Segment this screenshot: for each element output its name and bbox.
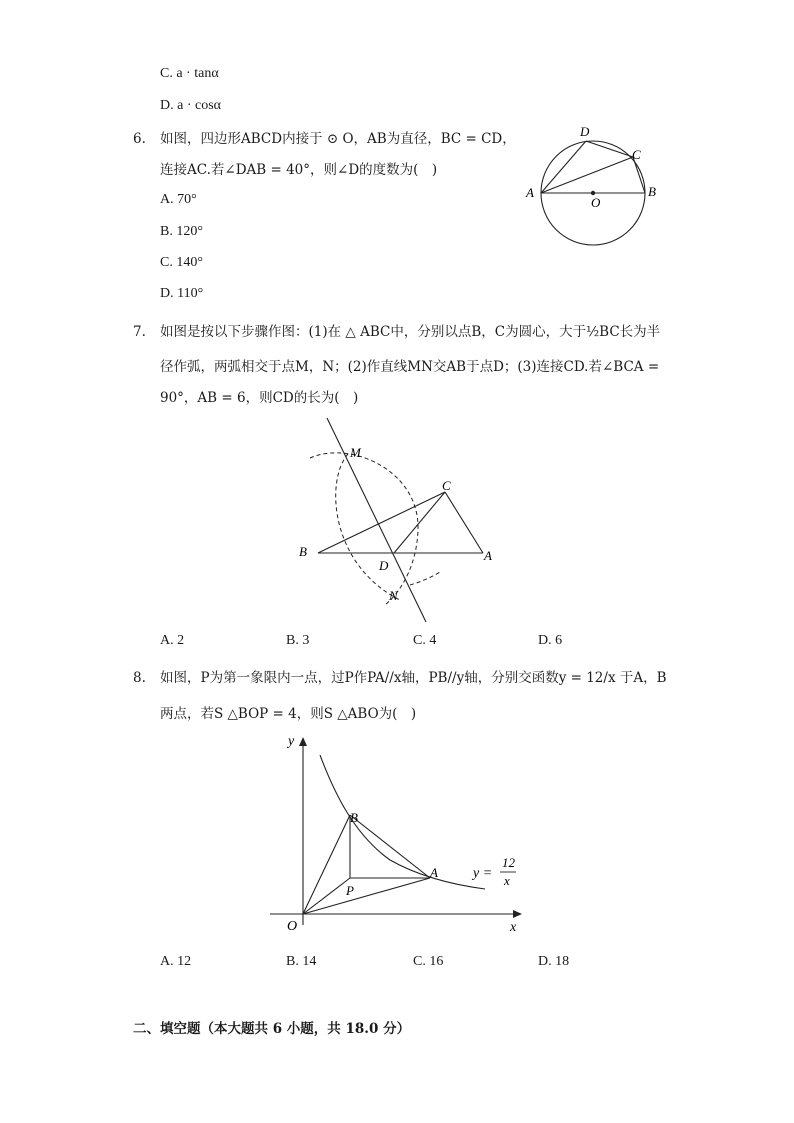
q6-number: 6. [133,131,146,147]
q7-stem-line3: 90°，AB = 6，则CD的长为( ) [160,390,359,406]
function-label-denominator: x [504,873,510,888]
segment-op [303,878,350,914]
q6-stem-line2: 连接AC.若∠DAB = 40°，则∠D的度数为( ) [160,162,438,178]
q5-option-c: C. a · tanα [160,66,219,81]
segment-ba [350,815,430,878]
q7-number: 7. [133,324,146,340]
label-m: M [350,445,361,460]
segment-bc [318,492,445,553]
arc-from-b [310,453,418,605]
q8-number: 8. [133,670,146,686]
hyperbola-curve [320,755,485,889]
q6-stem-line1: 如图，四边形ABCD内接于 ⊙ O，AB为直径，BC = CD， [160,131,516,147]
q8-option-c: C. 16 [413,954,444,969]
q8-coordinate-figure [270,725,530,940]
section-title: 二、填空题（本大题共 6 小题，共 18.0 分） [133,1021,411,1037]
function-label-y: y = [473,866,493,881]
q6-option-b: B. 120° [160,224,203,239]
label-a: A [526,185,534,200]
label-b: B [299,544,307,559]
q7-stem-line1: 如图是按以下步骤作图：(1)在 △ ABC中，分别以点B，C为圆心，大于½BC长为半 [160,324,661,340]
segment-cd [394,492,445,553]
q7-construction-figure [290,410,505,625]
segment-cb [633,157,645,193]
segment-ob [303,815,350,914]
label-c: C [632,147,641,162]
label-p: P [346,883,354,898]
segment-ca [445,492,483,553]
q6-option-c: C. 140° [160,255,203,270]
label-c: C [442,478,451,493]
x-axis-arrow [513,910,522,918]
function-label-numerator: 12 [502,855,515,870]
arc-extension [410,572,440,585]
q8-option-d: D. 18 [538,954,570,969]
q7-option-d: D. 6 [538,633,563,648]
q8-stem-line2: 两点，若S △BOP = 4，则S △ABO为( ) [160,706,417,722]
q6-option-d: D. 110° [160,286,204,301]
label-x-axis: x [510,920,517,935]
label-b: B [648,184,656,199]
q8-stem-line1: 如图，P为第一象限内一点，过P作PA//x轴，PB//y轴，分别交函数y = 12/x 于A，B [160,670,667,686]
q7-option-b: B. 3 [286,633,310,648]
label-y-axis: y [288,734,295,749]
q5-option-d: D. a · cosα [160,98,221,113]
label-o: O [591,195,601,210]
label-a: A [484,548,492,563]
q7-option-c: C. 4 [413,633,437,648]
label-origin: O [287,919,298,934]
q8-option-a: A. 12 [160,954,192,969]
line-mn [327,418,426,622]
arc-from-c [336,454,400,600]
q7-stem-line2: 径作弧，两弧相交于点M，N；(2)作直线MN交AB于点D；(3)连接CD.若∠BCA = [160,359,660,375]
label-d: D [379,558,389,573]
q8-option-b: B. 14 [286,954,317,969]
label-a: A [430,865,438,880]
q6-circle-figure [520,120,670,250]
label-b: B [350,810,358,825]
segment-ac [541,157,633,193]
segment-oa [303,878,430,914]
y-axis-arrow [299,737,307,746]
q7-option-a: A. 2 [160,633,185,648]
label-n: N [389,588,398,603]
label-d: D [580,124,590,139]
q6-option-a: A. 70° [160,192,197,207]
